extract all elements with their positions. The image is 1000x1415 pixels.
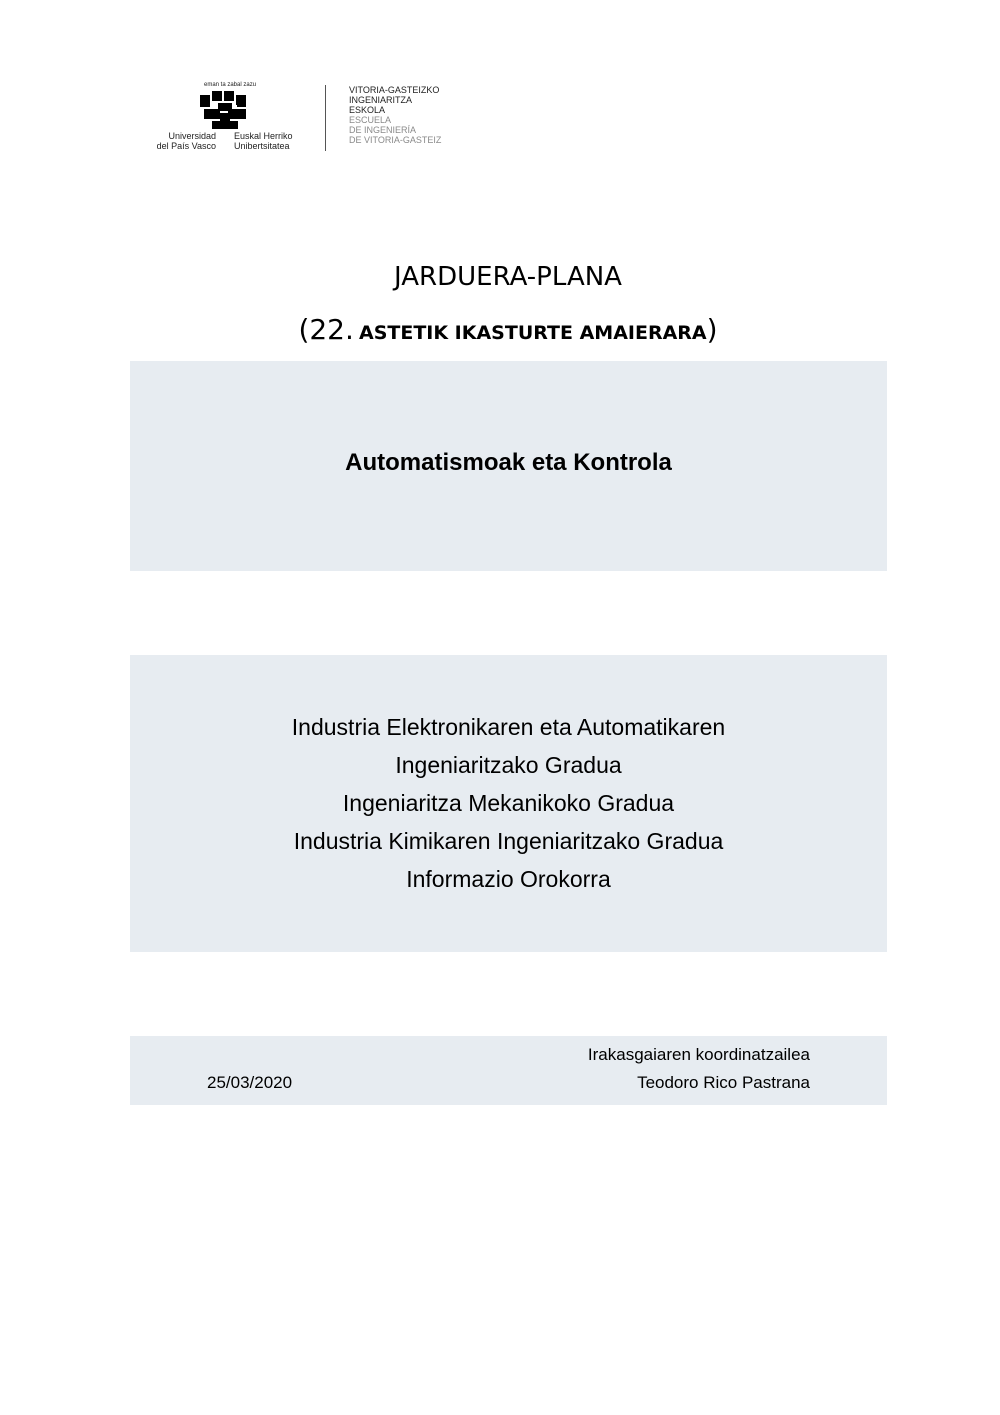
- degree-line: Ingeniaritzako Gradua: [395, 752, 622, 778]
- subtitle-text: ASTETIK IKASTURTE AMAIERARA: [358, 322, 707, 344]
- school-name: VITORIA-GASTEIZKO INGENIARITZA ESKOLA ESCUELA DE INGENIERÍA DE VITORIA-GASTEIZ: [349, 85, 442, 145]
- coordinator-name: Teodoro Rico Pastrana: [637, 1073, 810, 1092]
- degree-line: Industria Elektronikaren eta Automatikaren: [291, 714, 726, 740]
- degree-line: Ingeniaritza Mekanikoko Gradua: [342, 790, 675, 816]
- degree-line: Informazio Orokorra: [406, 866, 611, 892]
- coordinator-label: Irakasgaiaren koordinatzailea: [587, 1045, 810, 1064]
- subtitle-open: (22.: [298, 313, 354, 346]
- degrees-list: [130, 708, 887, 898]
- university-emblem-icon: [200, 91, 252, 131]
- subject-name: Automatismoak eta Kontrola: [345, 449, 672, 476]
- degree-line: Industria Kimikaren Ingeniaritzako Gradua: [293, 828, 724, 854]
- degrees-box: [130, 655, 887, 952]
- page-subtitle: [0, 313, 1000, 346]
- university-logo: [148, 82, 468, 154]
- logo-divider: [325, 85, 326, 151]
- footer-box: [130, 1036, 887, 1105]
- subtitle-close: ): [706, 313, 718, 346]
- document-date: 25/03/2020: [207, 1073, 293, 1092]
- page-title: JARDUERA-PLANA: [394, 262, 622, 292]
- subject-box: [130, 361, 887, 571]
- university-name-eu: Euskal Herriko Unibertsitatea: [234, 131, 293, 151]
- university-name-es: Universidad del País Vasco: [156, 131, 216, 151]
- logo-motto: eman ta zabal zazu: [204, 82, 257, 88]
